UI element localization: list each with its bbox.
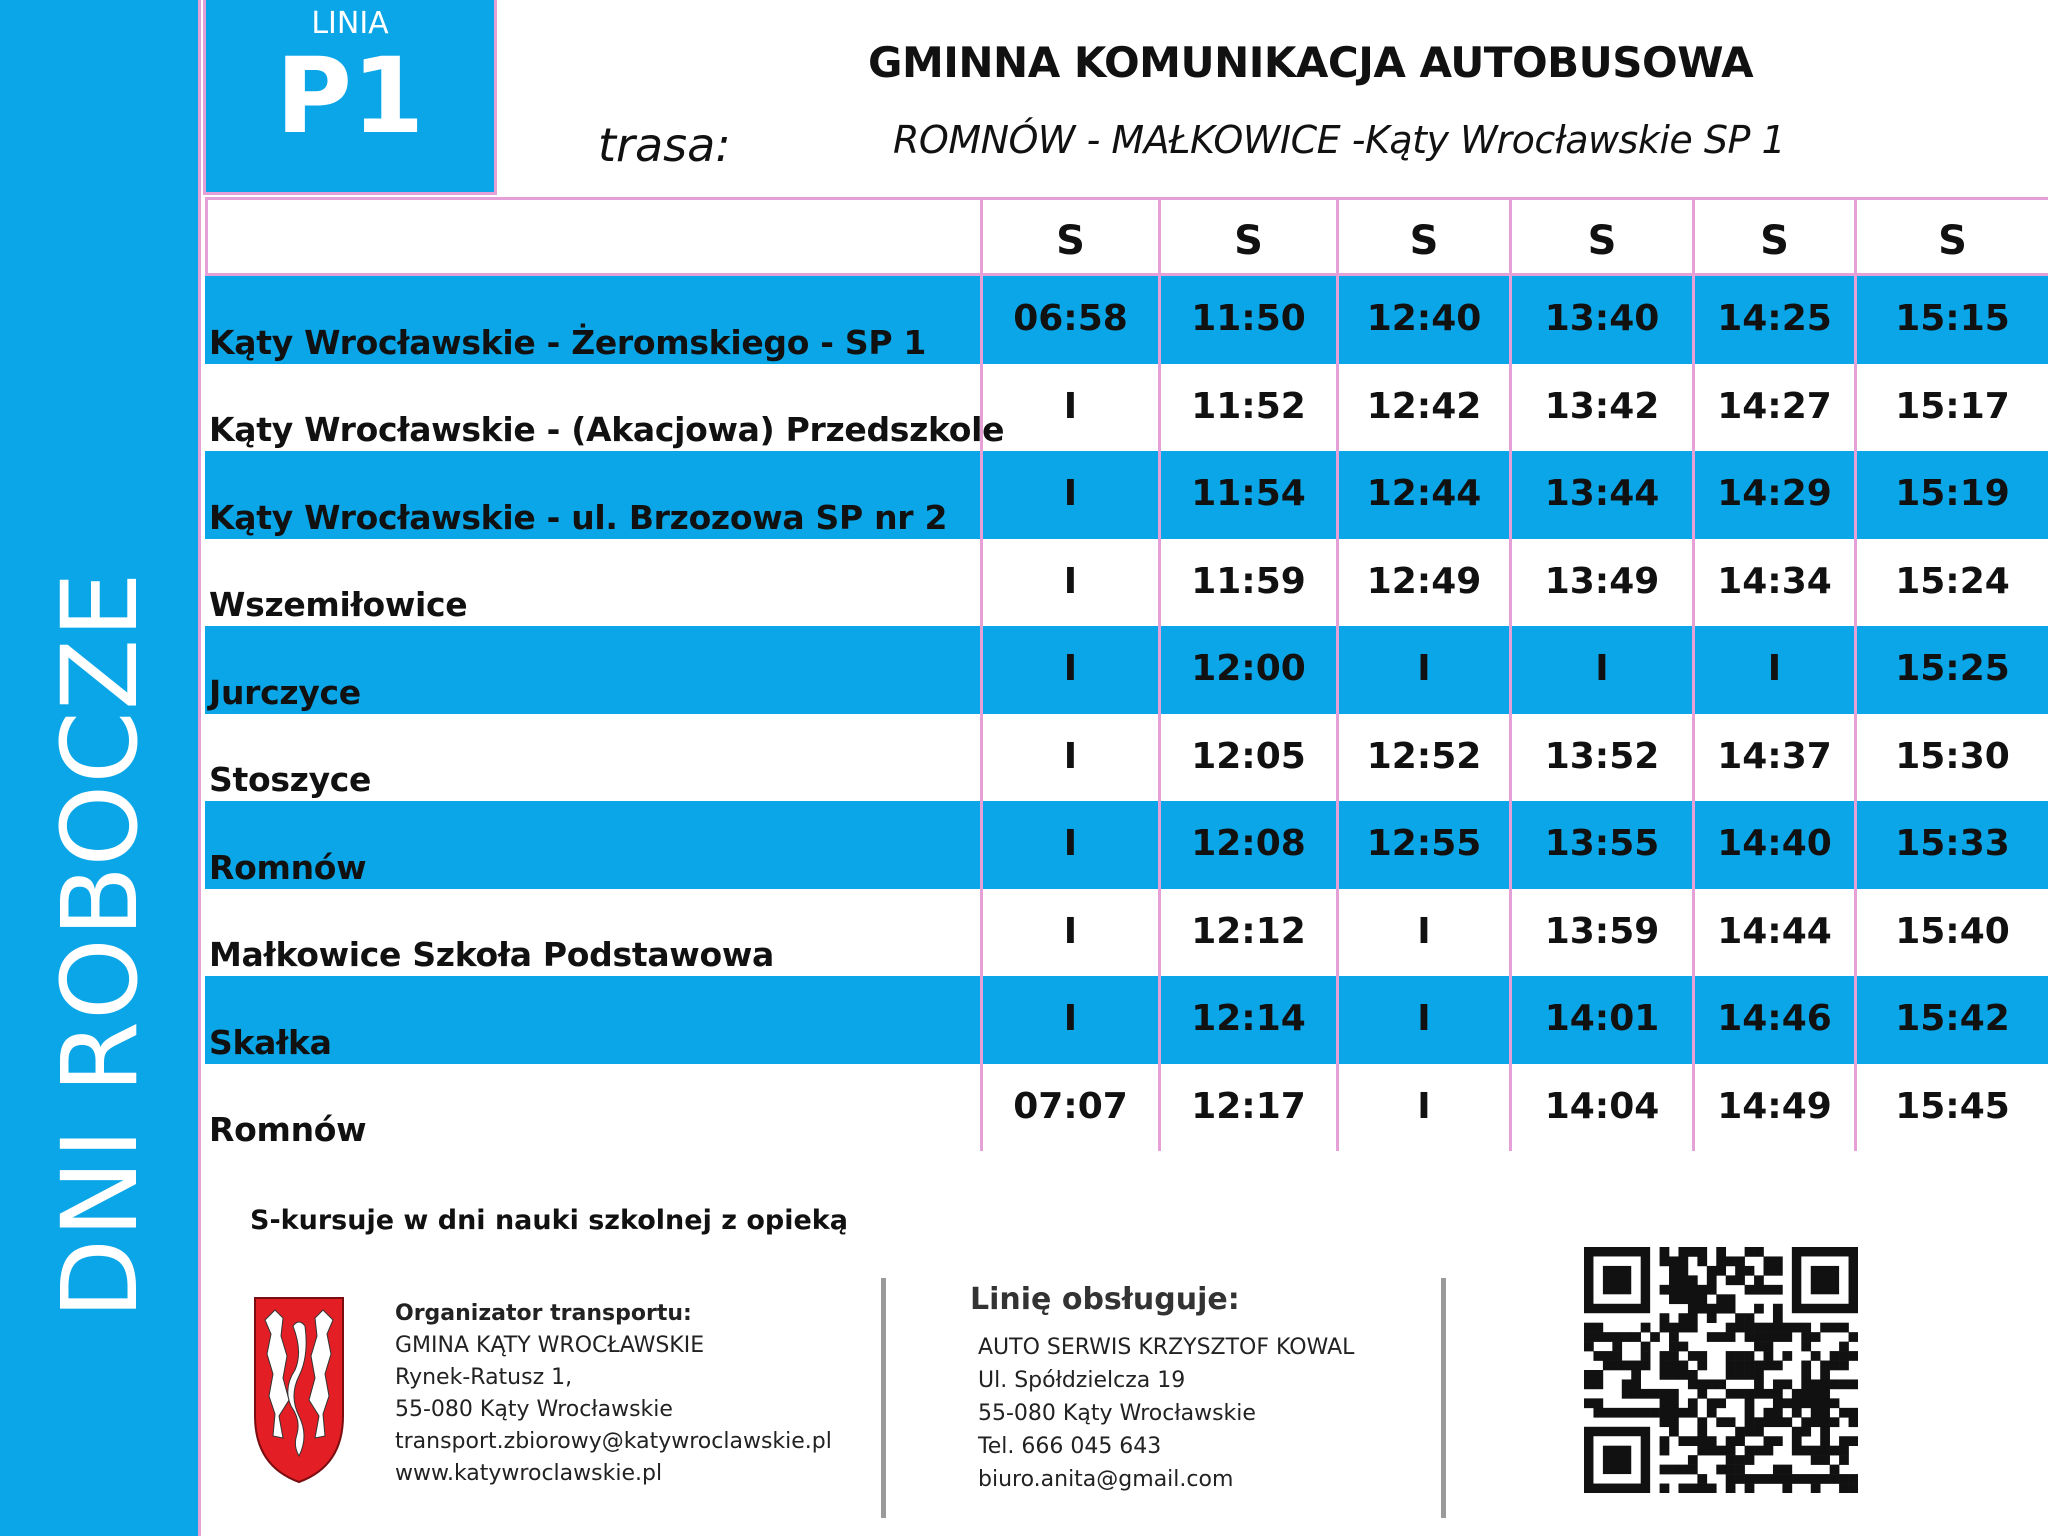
timetable bbox=[205, 197, 2048, 1151]
operator-line: Ul. Spółdzielcza 19 bbox=[978, 1368, 1186, 1393]
departure-time: 12:05 bbox=[1158, 714, 1336, 802]
stop-name: Kąty Wrocławskie - Żeromskiego - SP 1 bbox=[209, 322, 927, 362]
timetable-row bbox=[205, 626, 2048, 714]
departure-time: 14:49 bbox=[1692, 1064, 1854, 1152]
stop-name: Kąty Wrocławskie - (Akacjowa) Przedszkole bbox=[209, 410, 1005, 449]
operator-phone: Tel. 666 045 643 bbox=[978, 1434, 1162, 1459]
departure-time: I bbox=[1336, 889, 1509, 977]
departure-time: I bbox=[1336, 976, 1509, 1064]
day-type-label: DNI ROBOCZE bbox=[39, 571, 161, 1319]
stop-name: Małkowice Szkoła Podstawowa bbox=[209, 935, 775, 974]
stop-cell bbox=[205, 626, 980, 714]
stop-name: Stoszyce bbox=[209, 760, 372, 799]
departure-time: 15:25 bbox=[1854, 626, 2048, 714]
stop-cell bbox=[205, 801, 980, 889]
departure-time: 13:55 bbox=[1509, 801, 1692, 889]
column-header: S bbox=[1509, 200, 1692, 273]
departure-time: 15:19 bbox=[1854, 451, 2048, 539]
departure-time: 12:00 bbox=[1158, 626, 1336, 714]
organizer-line: 55-080 Kąty Wrocławskie bbox=[395, 1397, 673, 1422]
operator-email[interactable]: biuro.anita@gmail.com bbox=[978, 1467, 1234, 1492]
departure-time: 15:30 bbox=[1854, 714, 2048, 802]
departure-time: I bbox=[980, 714, 1158, 802]
departure-time: 12:14 bbox=[1158, 976, 1336, 1064]
organizer-email[interactable]: transport.zbiorowy@katywroclawskie.pl bbox=[395, 1429, 832, 1454]
route-value: ROMNÓW - MAŁKOWICE -Kąty Wrocławskie SP 1 bbox=[893, 118, 1786, 162]
qr-code-icon[interactable] bbox=[1584, 1247, 1858, 1493]
departure-time: 15:15 bbox=[1854, 276, 2048, 364]
timetable-row bbox=[205, 801, 2048, 889]
departure-time: 12:44 bbox=[1336, 451, 1509, 539]
column-header: S bbox=[1854, 200, 2048, 273]
departure-time: I bbox=[980, 626, 1158, 714]
departure-time: 14:46 bbox=[1692, 976, 1854, 1064]
stop-cell bbox=[205, 1064, 980, 1152]
stop-cell bbox=[205, 976, 980, 1064]
departure-time: 12:40 bbox=[1336, 276, 1509, 364]
stop-cell bbox=[205, 276, 980, 364]
departure-time: 12:49 bbox=[1336, 539, 1509, 627]
departure-time: 14:29 bbox=[1692, 451, 1854, 539]
departure-time: 14:04 bbox=[1509, 1064, 1692, 1152]
stop-name: Kąty Wrocławskie - ul. Brzozowa SP nr 2 bbox=[209, 497, 948, 537]
stop-cell bbox=[205, 364, 1005, 452]
departure-time: I bbox=[980, 889, 1158, 977]
column-header: S bbox=[1336, 200, 1509, 273]
timetable-row bbox=[205, 539, 2048, 627]
departure-time: I bbox=[1509, 626, 1692, 714]
coat-of-arms-icon bbox=[253, 1296, 345, 1484]
stop-cell bbox=[205, 714, 980, 802]
stop-cell bbox=[205, 539, 980, 627]
departure-time: 13:42 bbox=[1509, 364, 1692, 452]
side-band bbox=[0, 0, 201, 1536]
column-header: S bbox=[1692, 200, 1854, 273]
departure-time: 13:44 bbox=[1509, 451, 1692, 539]
departure-time: 13:40 bbox=[1509, 276, 1692, 364]
departure-time: 14:44 bbox=[1692, 889, 1854, 977]
departure-time: 15:40 bbox=[1854, 889, 2048, 977]
departure-time: 07:07 bbox=[980, 1064, 1158, 1152]
stop-name: Jurczyce bbox=[209, 672, 361, 712]
organizer-line: Rynek-Ratusz 1, bbox=[395, 1365, 573, 1390]
departure-time: I bbox=[980, 364, 1158, 452]
timetable-header-row bbox=[205, 197, 2048, 276]
departure-time: 14:25 bbox=[1692, 276, 1854, 364]
column-header: S bbox=[1158, 200, 1336, 273]
column-header: S bbox=[980, 200, 1158, 273]
departure-time: 06:58 bbox=[980, 276, 1158, 364]
timetable-row bbox=[205, 364, 2048, 452]
departure-time: 15:24 bbox=[1854, 539, 2048, 627]
departure-time: 14:01 bbox=[1509, 976, 1692, 1064]
departure-time: I bbox=[1692, 626, 1854, 714]
header-stop-cell bbox=[205, 200, 980, 273]
stop-name: Wszemiłowice bbox=[209, 585, 468, 624]
departure-time: 12:52 bbox=[1336, 714, 1509, 802]
stop-cell bbox=[205, 451, 980, 539]
timetable-row bbox=[205, 889, 2048, 977]
stop-name: Romnów bbox=[209, 1110, 367, 1149]
stop-name: Skałka bbox=[209, 1022, 332, 1062]
operator-block bbox=[970, 1282, 1354, 1496]
departure-time: 11:59 bbox=[1158, 539, 1336, 627]
operator-line: 55-080 Kąty Wrocławskie bbox=[978, 1401, 1256, 1426]
departure-time: 14:40 bbox=[1692, 801, 1854, 889]
timetable-row bbox=[205, 976, 2048, 1064]
line-badge bbox=[203, 0, 497, 195]
operator-heading: Linię obsługuje: bbox=[970, 1282, 1240, 1317]
departure-time: 12:17 bbox=[1158, 1064, 1336, 1152]
departure-time: I bbox=[980, 976, 1158, 1064]
organizer-block bbox=[395, 1298, 832, 1490]
departure-time: 14:37 bbox=[1692, 714, 1854, 802]
timetable-row bbox=[205, 1064, 2048, 1152]
departure-time: 15:17 bbox=[1854, 364, 2048, 452]
departure-time: 15:42 bbox=[1854, 976, 2048, 1064]
departure-time: 11:50 bbox=[1158, 276, 1336, 364]
departure-time: I bbox=[980, 451, 1158, 539]
departure-time: I bbox=[980, 539, 1158, 627]
departure-time: 12:08 bbox=[1158, 801, 1336, 889]
departure-time: 14:27 bbox=[1692, 364, 1854, 452]
departure-time: 11:52 bbox=[1158, 364, 1336, 452]
departure-time: 13:59 bbox=[1509, 889, 1692, 977]
departure-time: 13:52 bbox=[1509, 714, 1692, 802]
stop-name: Romnów bbox=[209, 847, 367, 887]
organizer-line: GMINA KĄTY WROCŁAWSKIE bbox=[395, 1333, 705, 1358]
departure-time: 13:49 bbox=[1509, 539, 1692, 627]
departure-time: I bbox=[1336, 626, 1509, 714]
divider bbox=[881, 1278, 886, 1518]
departure-time: 15:33 bbox=[1854, 801, 2048, 889]
departure-time: 12:55 bbox=[1336, 801, 1509, 889]
stop-cell bbox=[205, 889, 980, 977]
page-title: GMINNA KOMUNIKACJA AUTOBUSOWA bbox=[868, 38, 1754, 87]
service-note: S-kursuje w dni nauki szkolnej z opieką bbox=[250, 1205, 848, 1236]
departure-time: 11:54 bbox=[1158, 451, 1336, 539]
divider bbox=[1441, 1278, 1446, 1518]
operator-line: AUTO SERWIS KRZYSZTOF KOWAL bbox=[978, 1335, 1355, 1360]
departure-time: 12:42 bbox=[1336, 364, 1509, 452]
organizer-heading: Organizator transportu: bbox=[395, 1301, 692, 1326]
organizer-website[interactable]: www.katywroclawskie.pl bbox=[395, 1461, 663, 1486]
departure-time: 15:45 bbox=[1854, 1064, 2048, 1152]
line-label: LINIA bbox=[311, 6, 389, 41]
departure-time: 12:12 bbox=[1158, 889, 1336, 977]
departure-time: I bbox=[980, 801, 1158, 889]
departure-time: I bbox=[1336, 1064, 1509, 1152]
line-number: P1 bbox=[275, 35, 425, 157]
timetable-row bbox=[205, 714, 2048, 802]
timetable-row bbox=[205, 451, 2048, 539]
route-label: trasa: bbox=[598, 118, 731, 172]
departure-time: 14:34 bbox=[1692, 539, 1854, 627]
timetable-row bbox=[205, 276, 2048, 364]
